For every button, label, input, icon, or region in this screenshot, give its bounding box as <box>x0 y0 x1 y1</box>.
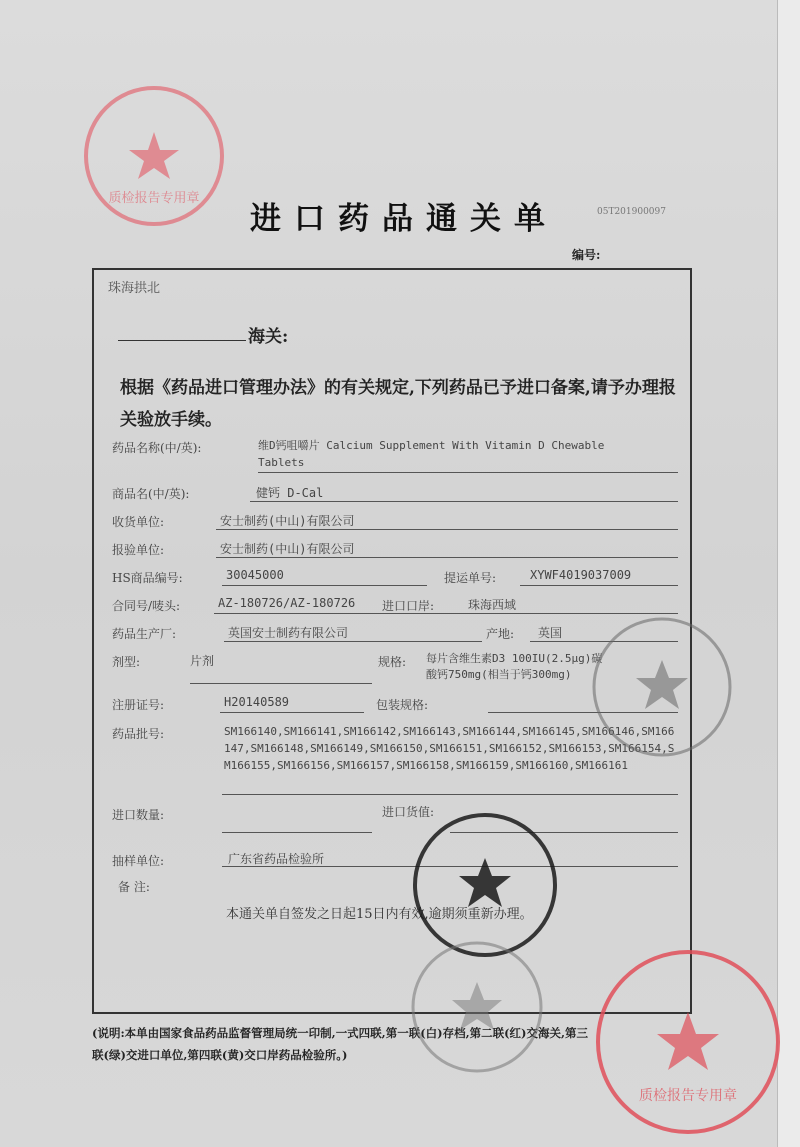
remarks-label: 备 注: <box>118 880 150 894</box>
manufacturer-value: 英国安士制药有限公司 <box>228 626 349 640</box>
svg-text:质检报告专用章: 质检报告专用章 <box>108 191 200 206</box>
gray-seal-bottom <box>402 932 552 1082</box>
manufacturer-label: 药品生产厂: <box>112 627 177 641</box>
quantity-label: 进口数量: <box>112 808 165 822</box>
batch-value: SM166140,SM166141,SM166142,SM166143,SM166144,SM166145,SM166146,SM166147,SM166148,SM166149,SM166150,SM166151,SM166152,SM166153,SM166154,SM166155,SM166156,SM166157,SM166158,SM166159,SM166160,SM166161 <box>224 725 675 772</box>
gray-seal-right <box>582 612 742 762</box>
inspection-unit-label: 报验单位: <box>112 543 165 557</box>
hs-code-value: 30045000 <box>226 568 284 582</box>
customs-label: 海关: <box>248 327 289 347</box>
consignee-value: 安士制药(中山)有限公司 <box>220 514 355 528</box>
spec-label: 规格: <box>378 655 407 669</box>
hs-code-label: HS商品编号: <box>112 571 183 585</box>
port-value: 珠海西域 <box>468 598 517 612</box>
red-seal-bottom-right <box>588 942 788 1142</box>
registration-value: H20140589 <box>224 695 290 709</box>
svg-text:质检报告专用章: 质检报告专用章 <box>639 1088 737 1104</box>
drug-name-value-cont: Tablets <box>258 456 305 469</box>
inspection-unit-value: 安士制药(中山)有限公司 <box>220 542 355 556</box>
port-label: 进口口岸: <box>382 599 435 613</box>
validity-note: 本通关单自签发之日起15日内有效,逾期须重新办理。 <box>226 907 533 922</box>
origin-label: 产地: <box>486 627 515 641</box>
spec-value-cont: 酸钙750mg(相当于钙300mg) <box>426 668 572 681</box>
batch-label: 药品批号: <box>112 727 165 741</box>
serial-number: 05T201900097 <box>597 207 666 217</box>
dosage-value: 片剂 <box>190 654 215 668</box>
trade-name-label: 商品名(中/英): <box>112 487 190 501</box>
contract-label: 合同号/唛头: <box>112 599 181 613</box>
sampling-label: 抽样单位: <box>112 854 165 868</box>
consignee-label: 收货单位: <box>112 515 165 529</box>
origin-value: 英国 <box>538 626 563 640</box>
port-name: 珠海拱北 <box>108 281 161 296</box>
red-seal-top-left <box>80 82 228 230</box>
number-label: 编号: <box>572 248 601 262</box>
registration-label: 注册证号: <box>112 698 165 712</box>
trade-name-value: 健钙 D-Cal <box>256 486 324 500</box>
package-label: 包装规格: <box>376 698 429 712</box>
intro-text: 根据《药品进口管理办法》的有关规定,下列药品已予进口备案,请予办理报关验放手续。 <box>120 378 676 430</box>
contract-value: AZ-180726/AZ-180726 <box>218 596 356 610</box>
document-title: 进口药品通关单 <box>250 201 558 237</box>
customs-underline <box>118 340 246 341</box>
drug-name-label: 药品名称(中/英): <box>112 441 202 455</box>
footer-note: (说明:本单由国家食品药品监督管理局统一印制,一式四联,第一联(白)存档,第二联(红)交海关,第三联(绿)交进口单位,第四联(黄)交口岸药品检验所。) <box>92 1026 588 1062</box>
bill-label: 提运单号: <box>444 571 497 585</box>
sampling-value: 广东省药品检验所 <box>228 852 325 866</box>
spec-value: 每片含维生素D3 100IU(2.5μg)碳 <box>426 652 603 665</box>
value-label: 进口货值: <box>382 805 435 819</box>
bill-value: XYWF4019037009 <box>530 568 632 582</box>
drug-name-value: 维D钙咀嚼片 Calcium Supplement With Vitamin D Chewable <box>258 439 605 452</box>
dosage-label: 剂型: <box>112 655 141 669</box>
